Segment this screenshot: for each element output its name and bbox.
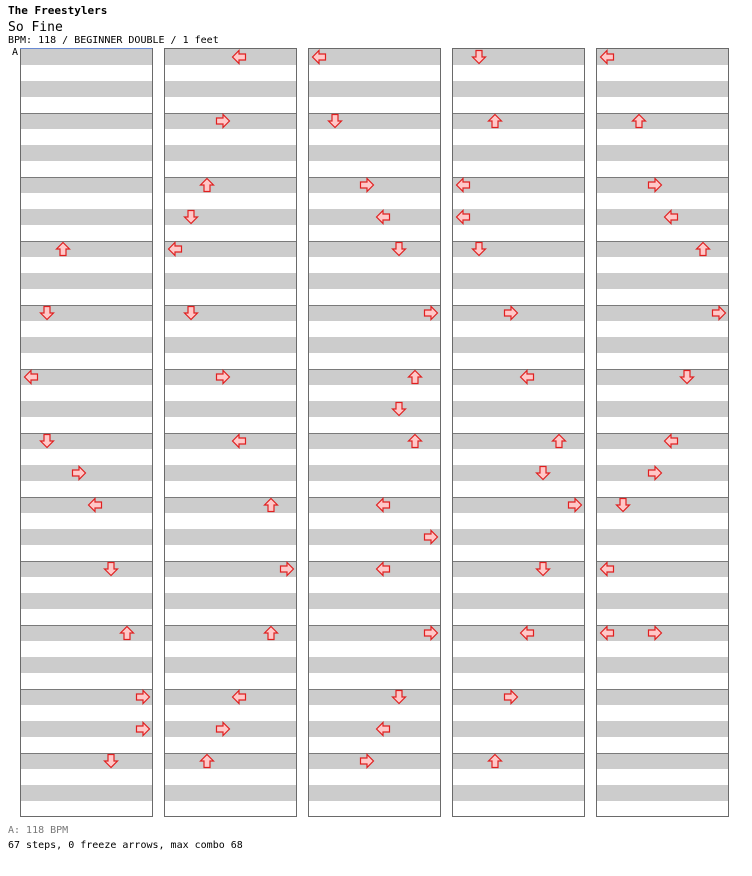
beat-band [165,561,296,577]
beat-band [309,465,440,481]
beat-band [597,49,728,65]
arrow-up-icon [263,497,279,513]
arrow-left-icon [167,241,183,257]
beat-band [453,785,584,801]
arrow-right-icon [359,753,375,769]
chart-column-3 [308,48,441,817]
arrow-down-icon [103,561,119,577]
beat-band [597,113,728,129]
measure-line [453,561,584,562]
arrow-down-icon [183,305,199,321]
arrow-down-icon [391,241,407,257]
measure-line [597,753,728,754]
arrow-right-icon [71,465,87,481]
beat-band [21,145,152,161]
arrow-right-icon [135,689,151,705]
arrow-right-icon [423,529,439,545]
beat-band [597,689,728,705]
beat-band [309,273,440,289]
chart-column-1 [20,48,153,817]
beat-band [453,721,584,737]
arrow-down-icon [103,753,119,769]
measure-line [597,113,728,114]
beat-band [453,337,584,353]
arrow-up-icon [695,241,711,257]
arrow-down-icon [615,497,631,513]
beat-band [21,241,152,257]
beat-band [309,529,440,545]
beat-band [597,401,728,417]
arrow-right-icon [647,625,663,641]
arrow-right-icon [503,305,519,321]
arrow-down-icon [39,305,55,321]
beat-band [165,785,296,801]
arrow-down-icon [39,433,55,449]
beat-band [21,529,152,545]
beat-band [597,785,728,801]
arrow-left-icon [519,369,535,385]
arrow-up-icon [407,369,423,385]
arrow-left-icon [375,721,391,737]
beat-band [597,721,728,737]
bpm-change-line [20,48,152,49]
song-title: So Fine [8,20,63,35]
beat-band [453,465,584,481]
arrow-left-icon [599,625,615,641]
arrow-down-icon [327,113,343,129]
arrow-left-icon [455,209,471,225]
beat-band [453,145,584,161]
measure-line [309,625,440,626]
beat-band [453,753,584,769]
beat-band [453,657,584,673]
arrow-left-icon [599,49,615,65]
measure-line [309,241,440,242]
measure-line [597,369,728,370]
beat-band [165,273,296,289]
beat-band [309,49,440,65]
beat-band [165,241,296,257]
beat-band [597,753,728,769]
arrow-down-icon [679,369,695,385]
arrow-left-icon [455,177,471,193]
beat-band [597,81,728,97]
arrow-left-icon [23,369,39,385]
beat-band [21,401,152,417]
beat-band [453,497,584,513]
beat-band [453,113,584,129]
arrow-down-icon [535,465,551,481]
chart-column-2 [164,48,297,817]
beat-band [309,785,440,801]
arrow-right-icon [135,721,151,737]
beat-band [21,561,152,577]
artist-name: The Freestylers [8,4,108,17]
beat-band [21,689,152,705]
measure-line [21,561,152,562]
beat-band [597,145,728,161]
chart-column-5 [596,48,729,817]
beat-band [597,369,728,385]
beat-band [21,81,152,97]
beat-band [21,369,152,385]
measure-line [309,305,440,306]
beat-band [309,689,440,705]
arrow-right-icon [359,177,375,193]
beat-band [453,529,584,545]
arrow-right-icon [215,721,231,737]
measure-line [21,753,152,754]
arrow-left-icon [663,209,679,225]
beat-band [453,177,584,193]
beat-band [453,209,584,225]
beat-band [309,145,440,161]
arrow-left-icon [663,433,679,449]
beat-band [21,657,152,673]
arrow-left-icon [375,209,391,225]
beat-band [453,273,584,289]
beat-band [309,81,440,97]
beat-band [597,529,728,545]
arrow-down-icon [471,49,487,65]
measure-line [165,753,296,754]
arrow-down-icon [535,561,551,577]
measure-line [21,241,152,242]
measure-line [453,753,584,754]
measure-line [453,497,584,498]
beat-band [453,593,584,609]
beat-band [309,401,440,417]
beat-band [165,337,296,353]
beat-band [453,401,584,417]
arrow-left-icon [231,49,247,65]
arrow-right-icon [647,177,663,193]
measure-line [453,113,584,114]
arrow-down-icon [471,241,487,257]
beat-band [21,337,152,353]
beat-band [309,241,440,257]
arrow-left-icon [231,689,247,705]
beat-band [21,273,152,289]
arrow-up-icon [407,433,423,449]
arrow-right-icon [215,113,231,129]
beat-band [165,657,296,673]
beat-band [309,625,440,641]
measure-line [21,369,152,370]
beat-band [597,273,728,289]
arrow-left-icon [599,561,615,577]
beat-band [165,177,296,193]
beat-band [165,81,296,97]
beat-band [21,785,152,801]
arrow-up-icon [263,625,279,641]
arrow-left-icon [231,433,247,449]
arrow-right-icon [567,497,583,513]
arrow-down-icon [391,401,407,417]
beat-band [21,209,152,225]
beat-band [309,337,440,353]
measure-line [21,689,152,690]
beat-band [597,561,728,577]
beat-band [21,49,152,65]
beat-band [165,753,296,769]
chart-column-4 [452,48,585,817]
chart-info: BPM: 118 / BEGINNER DOUBLE / 1 feet [8,35,219,46]
arrow-up-icon [631,113,647,129]
measure-line [165,241,296,242]
beat-band [453,561,584,577]
bpm-legend: A: 118 BPM [8,825,69,836]
arrow-left-icon [311,49,327,65]
arrow-up-icon [487,113,503,129]
arrow-right-icon [647,465,663,481]
arrow-up-icon [199,753,215,769]
measure-line [165,177,296,178]
arrow-down-icon [391,689,407,705]
beat-band [453,81,584,97]
arrow-up-icon [487,753,503,769]
arrow-right-icon [279,561,295,577]
beat-band [165,401,296,417]
arrow-right-icon [423,625,439,641]
beat-band [21,721,152,737]
beat-band [597,593,728,609]
beat-band [309,657,440,673]
measure-line [597,561,728,562]
beat-band [165,145,296,161]
beat-band [309,305,440,321]
beat-band [165,593,296,609]
arrow-left-icon [375,561,391,577]
measure-line [597,689,728,690]
arrow-up-icon [199,177,215,193]
arrow-down-icon [183,209,199,225]
arrow-right-icon [423,305,439,321]
chart-summary: 67 steps, 0 freeze arrows, max combo 68 [8,840,243,851]
beat-band [597,337,728,353]
arrow-left-icon [375,497,391,513]
measure-line [309,689,440,690]
arrow-right-icon [215,369,231,385]
beat-band [21,593,152,609]
measure-line [21,177,152,178]
measure-line [165,561,296,562]
arrow-up-icon [551,433,567,449]
beat-band [597,657,728,673]
measure-line [453,177,584,178]
bpm-marker-label: A [12,47,19,58]
beat-band [597,305,728,321]
arrow-left-icon [87,497,103,513]
measure-line [597,305,728,306]
measure-line [21,113,152,114]
arrow-right-icon [503,689,519,705]
arrow-up-icon [119,625,135,641]
beat-band [21,753,152,769]
beat-band [21,177,152,193]
beat-band [165,465,296,481]
beat-band [165,529,296,545]
arrow-left-icon [519,625,535,641]
beat-band [21,113,152,129]
beat-band [309,593,440,609]
arrow-right-icon [711,305,727,321]
arrow-up-icon [55,241,71,257]
